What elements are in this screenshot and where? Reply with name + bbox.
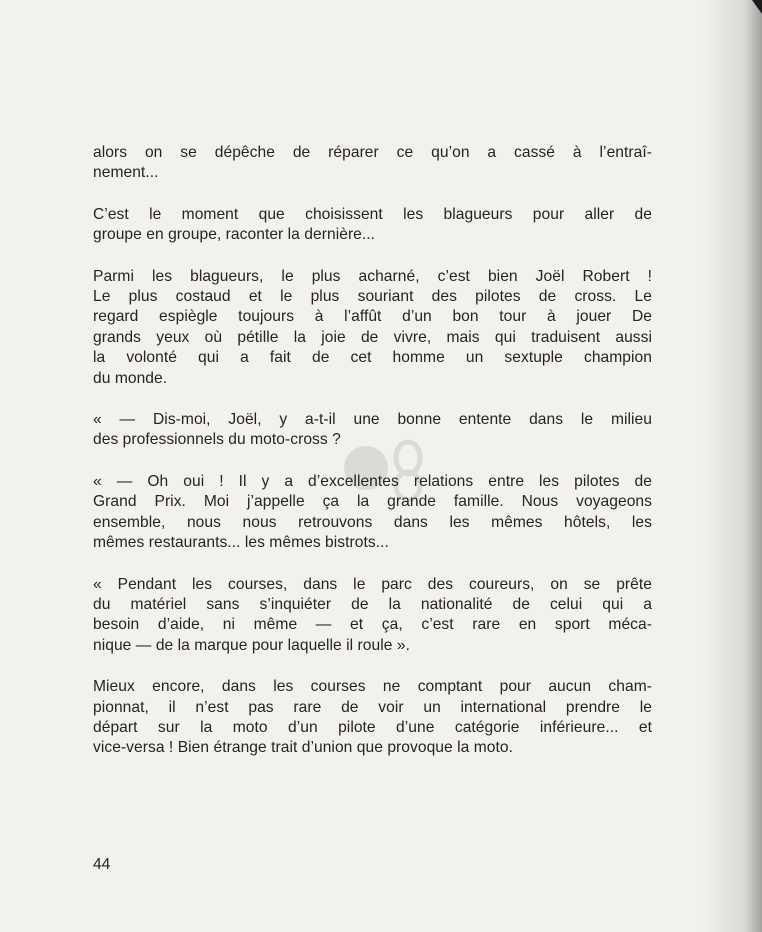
- text-line: « Pendant les courses, dans le parc des coureurs, on se prête: [93, 575, 652, 593]
- text-line: du monde.: [93, 369, 168, 387]
- paragraph: [93, 472, 652, 554]
- text-line: vice-versa ! Bien étrange trait d’union que provoque la moto.: [93, 739, 513, 757]
- paragraph: [93, 205, 652, 246]
- text-line: du matériel sans s’inquiéter de la nationalité de celui qui a: [93, 595, 652, 613]
- text-line: Parmi les blagueurs, le plus acharné, c’est bien Joël Robert !: [93, 267, 652, 285]
- text-line: des professionnels du moto-cross ?: [93, 431, 341, 449]
- text-line: nique — de la marque pour laquelle il roule ».: [93, 636, 410, 654]
- text-line: mêmes restaurants... les mêmes bistrots...: [93, 534, 389, 552]
- text-line: besoin d’aide, ni même — et ça, c’est rare en sport méca-: [93, 616, 652, 634]
- paragraph: [93, 575, 652, 657]
- text-line: nement...: [93, 164, 159, 182]
- text-line: C’est le moment que choisissent les blagueurs pour aller de: [93, 205, 652, 223]
- body-text: [93, 143, 652, 780]
- corner-mark: [752, 0, 762, 14]
- page-edge-shadow: [702, 0, 762, 932]
- paragraph: [93, 267, 652, 389]
- text-line: groupe en groupe, raconter la dernière...: [93, 226, 376, 244]
- text-line: Mieux encore, dans les courses ne comptant pour aucun cham-: [93, 678, 652, 696]
- text-line: ensemble, nous nous retrouvons dans les mêmes hôtels, les: [93, 513, 652, 531]
- paragraph: [93, 677, 652, 759]
- paragraph: [93, 410, 652, 451]
- paragraph: [93, 143, 652, 184]
- text-line: Le plus costaud et le plus souriant des pilotes de cross. Le: [93, 288, 652, 306]
- text-line: départ sur la moto d’un pilote d’une catégorie inférieure... et: [93, 718, 652, 736]
- text-line: alors on se dépêche de réparer ce qu’on a cassé à l’entraî-: [93, 144, 652, 161]
- page-number: 44: [93, 856, 111, 873]
- text-line: pionnat, il n’est pas rare de voir un international prendre le: [93, 698, 652, 716]
- text-line: « — Oh oui ! Il y a d’excellentes relations entre les pilotes de: [93, 472, 652, 490]
- text-line: « — Dis-moi, Joël, y a-t-il une bonne entente dans le milieu: [93, 411, 652, 429]
- text-line: la volonté qui a fait de cet homme un sextuple champion: [93, 349, 652, 367]
- text-line: Grand Prix. Moi j’appelle ça la grande famille. Nous voyageons: [93, 493, 652, 511]
- text-line: regard espiègle toujours à l’affût d’un bon tour à jouer De: [93, 308, 652, 326]
- text-line: grands yeux où pétille la joie de vivre, mais qui traduisent aussi: [93, 328, 652, 346]
